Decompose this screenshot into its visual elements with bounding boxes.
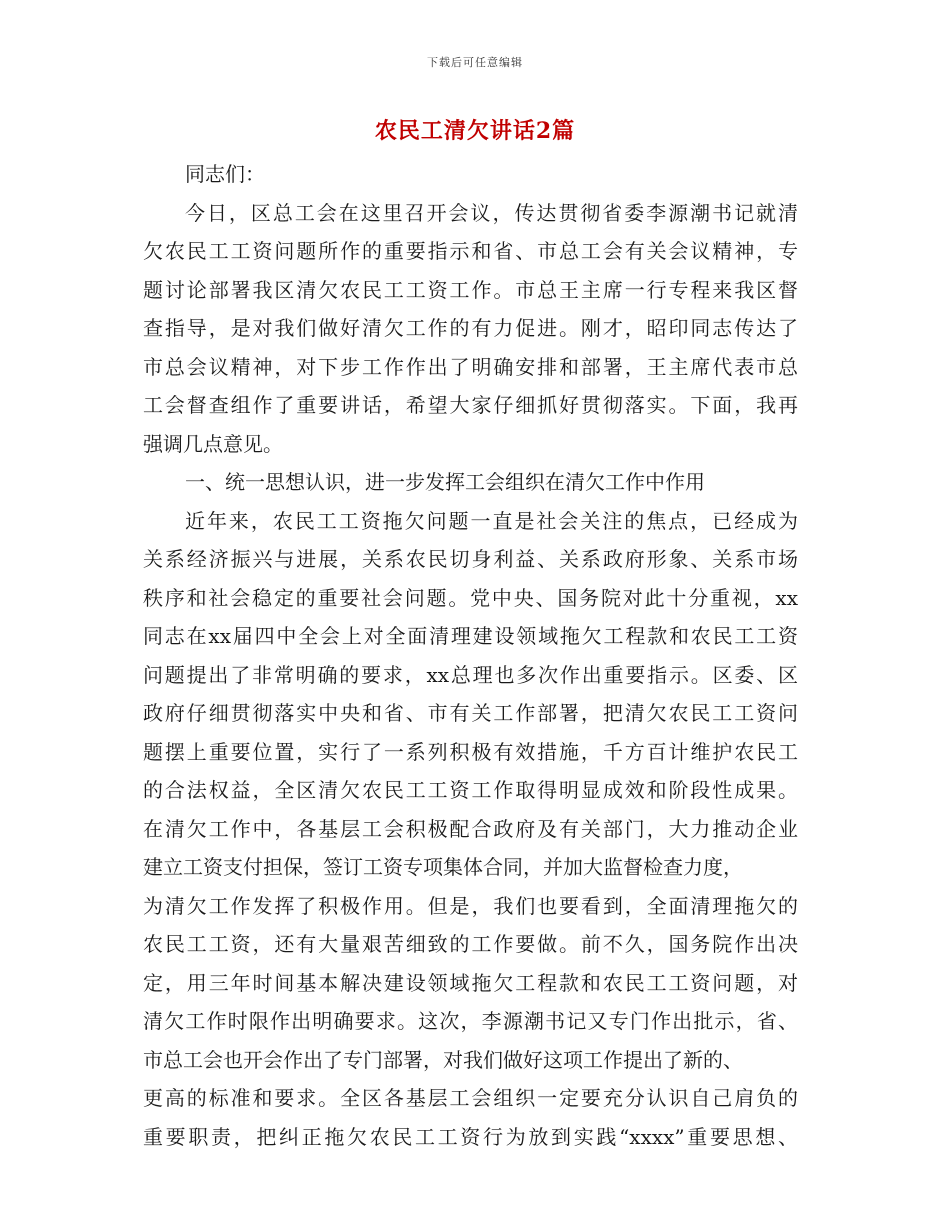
body-line: 工会督查组作了重要讲话，希望大家仔细抓好贯彻落实。下面，我再 [143,393,798,417]
body-line: 的合法权益，全区清欠农民工工资工作取得明显成效和阶段性成果。 [143,778,798,802]
body-line: 强调几点意见。 [143,431,283,456]
body-line: 重要职责，把纠正拖欠农民工工资行为放到实践“xxxx”重要思想、 [143,1124,798,1149]
body-line: 定，用三年时间基本解决建设领域拖欠工程款和农民工工资问题，对 [143,970,798,995]
body-line: 查指导，是对我们做好清欠工作的有力促进。刚才，昭印同志传达了 [143,316,798,340]
body-line: 问题提出了非常明确的要求，xx总理也多次作出重要指示。区委、区 [143,662,798,687]
body-line: 在清欠工作中，各基层工会积极配合政府及有关部门，大力推动企业 [143,816,798,841]
body-line: 市总会议精神，对下步工作作出了明确安排和部署，王主席代表市总 [143,354,798,379]
body-line: 欠农民工工资问题所作的重要指示和省、市总工会有关会议精神，专 [143,239,798,263]
header-note: 下载后可任意编辑 [427,56,523,69]
body-line: 市总工会也开会作出了专门部署，对我们做好这项工作提出了新的、 [143,1047,743,1072]
body-line: 政府仔细贯彻落实中央和省、市有关工作部署，把清欠农民工工资问 [143,701,798,725]
document-title: 农民工清欠讲话2篇 [374,118,576,144]
body-line: 近年来，农民工工资拖欠问题一直是社会关注的焦点，已经成为 [185,508,798,533]
body-line: 同志们： [185,162,265,186]
body-line: 题讨论部署我区清欠农民工工资工作。市总王主席一行专程来我区督 [143,277,798,302]
body-line: 清欠工作时限作出明确要求。这次，李源潮书记又专门作出批示，省、 [143,1009,798,1033]
body-line: 题摆上重要位置，实行了一系列积极有效措施，千方百计维护农民工 [143,739,798,764]
body-line: 为清欠工作发挥了积极作用。但是，我们也要看到，全面清理拖欠的 [143,893,798,918]
body-line: 同志在xx届四中全会上对全面清理建设领域拖欠工程款和农民工工资 [143,624,798,648]
body-line: 农民工工资，还有大量艰苦细致的工作要做。前不久，国务院作出决 [143,932,798,956]
body-line: 关系经济振兴与进展，关系农民切身利益、关系政府形象、关系市场 [143,547,798,571]
body-line: 秩序和社会稳定的重要社会问题。党中央、国务院对此十分重视，xx [143,585,798,610]
body-line: 今日，区总工会在这里召开会议，传达贯彻省委李源潮书记就清 [185,200,798,225]
body-line: 建立工资支付担保，签订工资专项集体合同，并加大监督检查力度， [143,855,743,879]
document-body [143,155,798,1156]
body-line: 更高的标准和要求。全区各基层工会组织一定要充分认识自己肩负的 [143,1086,798,1110]
body-line: 一、统一思想认识，进一步发挥工会组织在清欠工作中作用 [185,470,705,494]
